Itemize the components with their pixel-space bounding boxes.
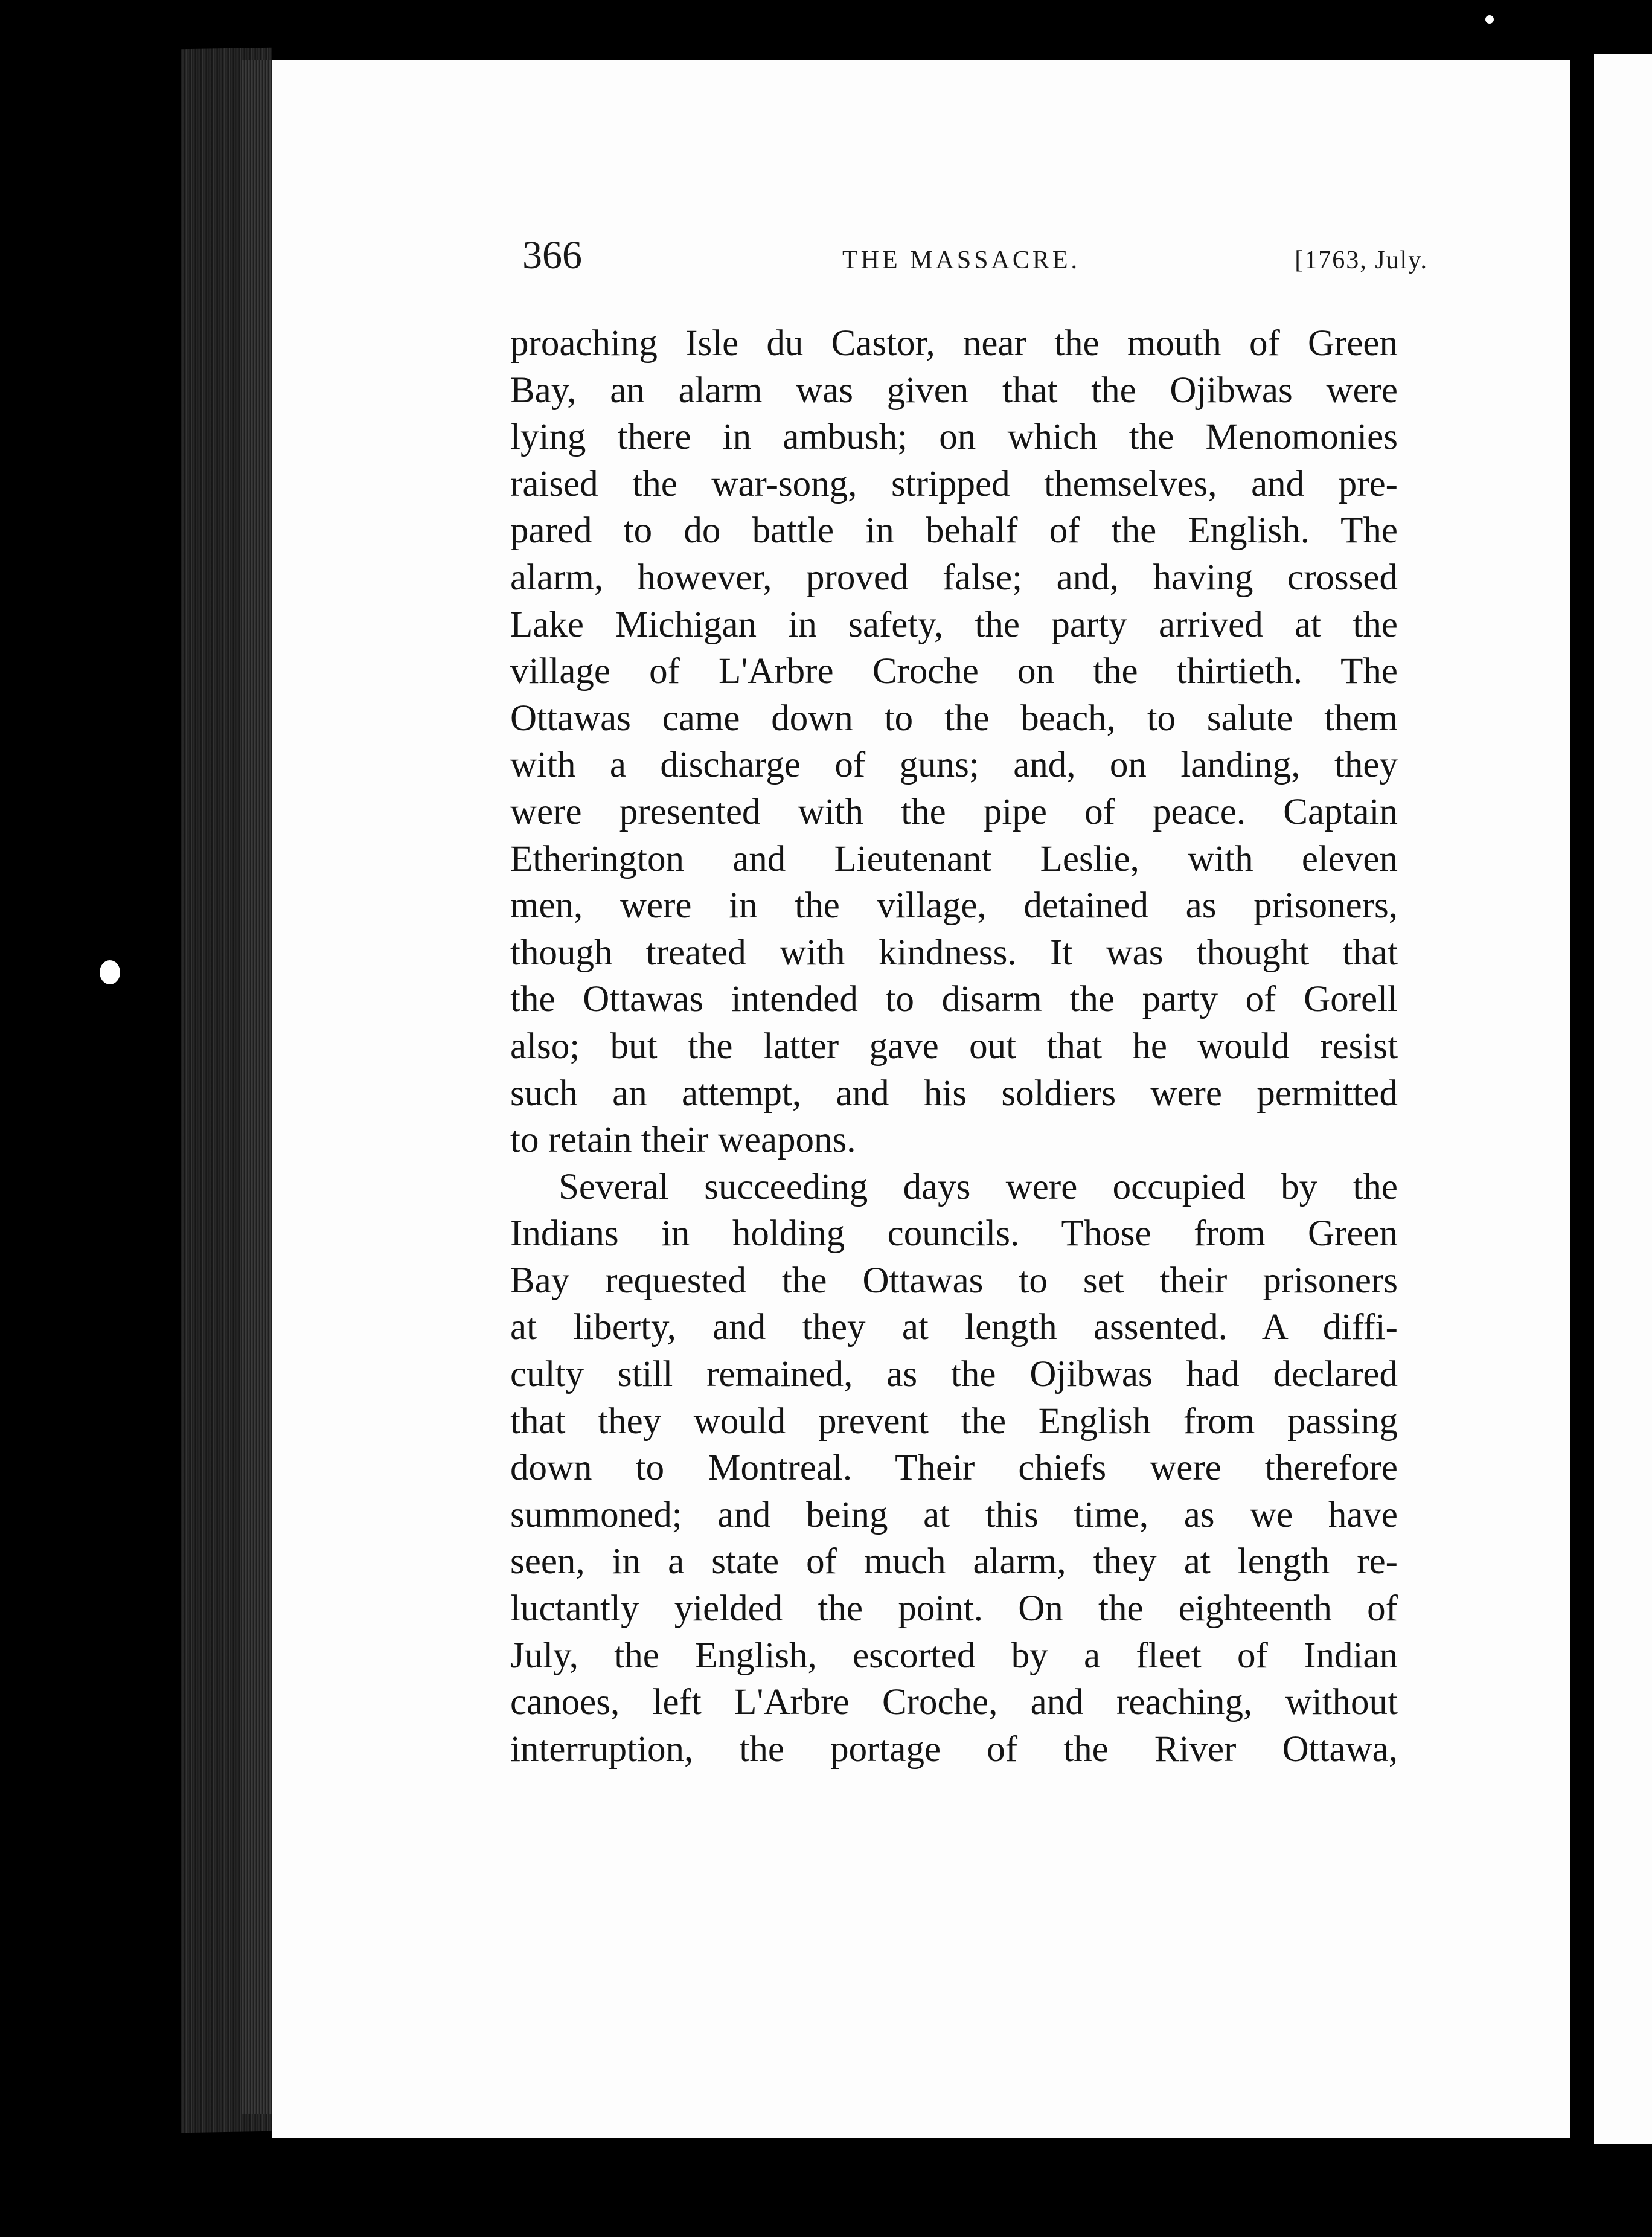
text-line: summoned; and being at this time, as we have	[510, 1494, 1398, 1535]
text-line: that they would prevent the English from passing	[510, 1401, 1398, 1442]
date-note: [1763, July.	[1295, 246, 1428, 274]
facing-page-edge	[1594, 54, 1652, 2144]
text-line: Several succeeding days were occupied by the	[559, 1166, 1398, 1207]
text-line: though treated with kindness. It was thought that	[510, 932, 1398, 973]
text-line: luctantly yielded the point. On the eighteenth of	[510, 1588, 1398, 1629]
text-line: with a discharge of guns; and, on landing, they	[510, 745, 1398, 786]
text-line: culty still remained, as the Ojibwas had declared	[510, 1354, 1398, 1395]
text-line: pared to do battle in behalf of the English. The	[510, 510, 1398, 551]
text-line: were presented with the pipe of peace. Captain	[510, 791, 1398, 832]
text-line: Indians in holding councils. Those from Green	[510, 1213, 1398, 1254]
text-line: Bay, an alarm was given that the Ojibwas were	[510, 370, 1398, 411]
book-page-edges-inner	[242, 60, 272, 2114]
text-line: lying there in ambush; on which the Menomonies	[510, 417, 1398, 458]
text-line: canoes, left L'Arbre Croche, and reaching, without	[510, 1682, 1398, 1723]
text-line: seen, in a state of much alarm, they at length re-	[510, 1541, 1398, 1582]
text-line: also; but the latter gave out that he would resist	[510, 1025, 1398, 1067]
text-line: such an attempt, and his soldiers were permitted	[510, 1073, 1398, 1114]
running-title: THE MASSACRE.	[842, 246, 1081, 274]
text-line: village of L'Arbre Croche on the thirtieth. The	[510, 651, 1398, 692]
page-number: 366	[522, 233, 582, 277]
text-line: interruption, the portage of the River Ottawa,	[510, 1728, 1398, 1770]
speck	[1485, 15, 1494, 24]
text-line: proaching Isle du Castor, near the mouth of Green	[510, 323, 1398, 364]
speck	[100, 960, 120, 984]
text-line: alarm, however, proved false; and, having crossed	[510, 557, 1398, 598]
text-line: to retain their weapons.	[510, 1120, 856, 1161]
body-text	[510, 320, 1398, 1773]
text-line: Etherington and Lieutenant Leslie, with eleven	[510, 838, 1398, 879]
text-line: raised the war-song, stripped themselves, and pre-	[510, 463, 1398, 504]
text-line: at liberty, and they at length assented. A diffi-	[510, 1307, 1398, 1348]
text-line: Lake Michigan in safety, the party arrived at the	[510, 604, 1398, 645]
text-line: Bay requested the Ottawas to set their prisoners	[510, 1260, 1398, 1301]
paragraph-2	[510, 1164, 1398, 1773]
text-line: Ottawas came down to the beach, to salute them	[510, 698, 1398, 739]
paragraph-1	[510, 320, 1398, 1164]
text-line: the Ottawas intended to disarm the party of Gorell	[510, 979, 1398, 1020]
page-header	[522, 233, 1428, 281]
text-line: July, the English, escorted by a fleet of Indian	[510, 1635, 1398, 1676]
text-line: men, were in the village, detained as prisoners,	[510, 885, 1398, 926]
text-line: down to Montreal. Their chiefs were therefore	[510, 1448, 1398, 1489]
